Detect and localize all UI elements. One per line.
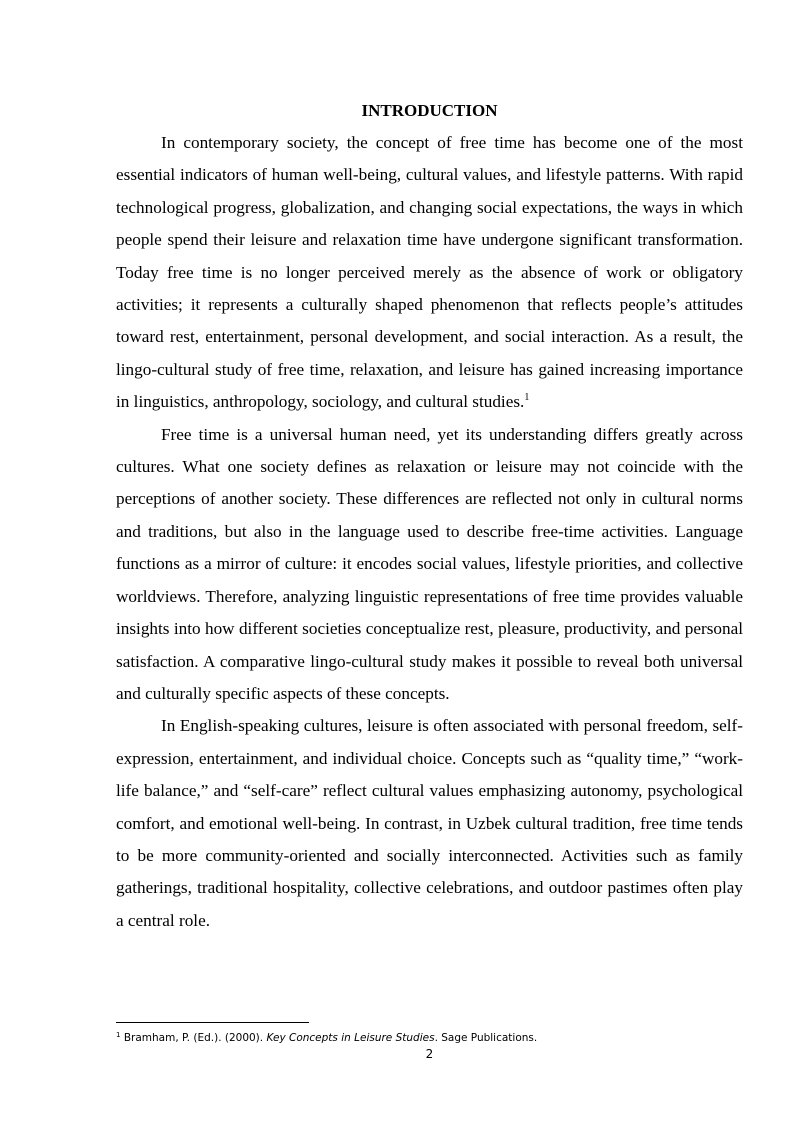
footnote-reference[interactable]: 1 [524, 392, 530, 404]
paragraph-2 [116, 419, 743, 711]
paragraph-3 [116, 710, 743, 937]
footnote-number: 1 [116, 1031, 121, 1039]
page-number: 2 [425, 1047, 434, 1061]
paragraph-3-text: In English-speaking cultures, leisure is often associated with personal freedom, self-expression, entertainment, and individual choice. Concepts such as “quality time,” “work-life balance,” and “self-care” reflect cultural values emphasizing autonomy, psychological comfort, and emotional well-being. In contrast, in Uzbek cultural tradition, free time tends to be more community-oriented and socially interconnected. Activities such as family gatherings, traditional hospitality, collective celebrations, and outdoor pastimes often play a central role. [116, 716, 743, 930]
paragraph-1-text: In contemporary society, the concept of free time has become one of the most essential indicators of human well-being, cultural values, and lifestyle patterns. With rapid technological progress, globalization, and changing social expectations, the ways in which people spend their leisure and relaxation time have undergone significant transformation. Today free time is no longer perceived merely as the absence of work or obligatory activities; it represents a culturally shaped phenomenon that reflects people’s attitudes toward rest, entertainment, personal development, and social interaction. As a result, the lingo-cultural study of free time, relaxation, and leisure has gained increasing importance in linguistics, anthropology, sociology, and cultural studies. [116, 133, 743, 412]
body-text [116, 127, 743, 937]
footnote-separator [116, 1022, 309, 1023]
paragraph-2-text: Free time is a universal human need, yet its understanding differs greatly across cultures. What one society defines as relaxation or leisure may not coincide with the perceptions of another society. These differences are reflected not only in cultural norms and traditions, but also in the language used to describe free-time activities. Language functions as a mirror of culture: it encodes social values, lifestyle priorities, and collective worldviews. Therefore, analyzing linguistic representations of free time provides valuable insights into how different societies conceptualize rest, pleasure, productivity, and personal satisfaction. A comparative lingo-cultural study makes it possible to reveal both universal and culturally specific aspects of these concepts. [116, 424, 743, 703]
paragraph-1 [116, 127, 743, 419]
page-heading: INTRODUCTION [361, 101, 498, 120]
footnote-suffix: . Sage Publications. [434, 1032, 538, 1044]
footnote [116, 1031, 743, 1045]
footnote-prefix: Bramham, P. (Ed.). (2000). [123, 1032, 267, 1044]
footnote-book-title: Key Concepts in Leisure Studies [266, 1032, 435, 1044]
